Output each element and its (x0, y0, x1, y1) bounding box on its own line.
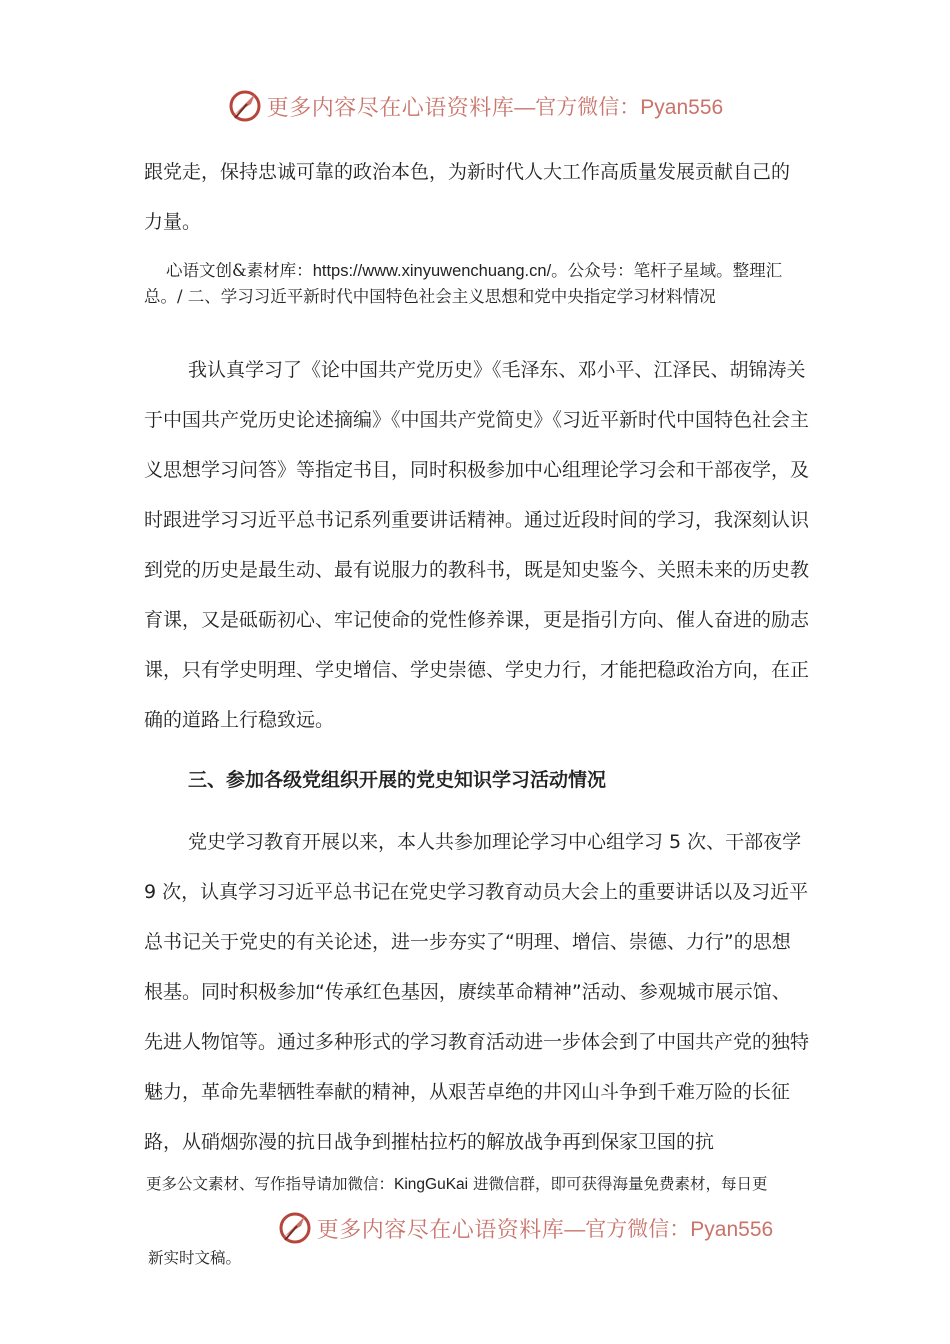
footer-banner-wechat: —官方微信：Pyan556 (564, 1218, 774, 1241)
quill-logo-icon (227, 88, 263, 124)
footer-banner-site-name: 更多内容尽在心语资料库 (316, 1217, 565, 1243)
banner-site-name: 更多内容尽在心语资料库 (266, 95, 515, 121)
paragraph-3 (144, 817, 809, 1167)
note-rest: 。公众号：笔杆子星域。整理汇总。/ 二、学习习近平新时代中国特色社会主义思想和党中央指定学习材料情况 (144, 261, 783, 306)
banner-wechat: —官方微信：Pyan556 (514, 96, 724, 119)
footer-note-line-1 (146, 1172, 816, 1194)
footer-text-2: 进微信群，即可获得海量免费素材，每日更 (468, 1175, 768, 1193)
paragraph-1-line-1: 跟党走，保持忠诚可靠的政治本色，为新时代人大工作高质量发展贡献自己的 (144, 161, 791, 183)
section-3-heading: 三、参加各级党组织开展的党史知识学习活动情况 (188, 769, 607, 791)
footer-banner (50, 1206, 950, 1250)
paragraph-3-text: 党史学习教育开展以来，本人共参加理论学习中心组学习 5 次、干部夜学 9 次，认真学习习近平总书记在党史学习教育动员大会上的重要讲话以及习近平总书记关于党史的有关论述，进一步夯实了“明理、增信、崇德、力行”的思想根基。同时积极参加“传承红色基因，赓续革命精神”活动、参观城市展示馆、先进人物馆等。通过多种形式的学习教育活动进一步体会到了中国共产党的独特魅力，革命先辈牺牲奉献的精神，从艰苦卓绝的井冈山斗争到千难万险的长征路，从硝烟弥漫的抗日战争到摧枯拉朽的解放战争再到保家卫国的抗 (144, 831, 810, 1153)
footer-note-line-2: 新实时文稿。 (148, 1249, 242, 1267)
quill-logo-icon (277, 1210, 313, 1246)
paragraph-1-line-2: 力量。 (144, 211, 202, 233)
source-note (144, 258, 814, 309)
header-banner (0, 84, 950, 128)
footer-wechat-id: KingGuKai (394, 1176, 469, 1193)
paragraph-2-text: 我认真学习了《论中国共产党历史》《毛泽东、邓小平、江泽民、胡锦涛关于中国共产党历史论述摘编》《中国共产党简史》《习近平新时代中国特色社会主义思想学习问答》等指定书目，同时积极参加中心组理论学习会和干部夜学，及时跟进学习习近平总书记系列重要讲话精神。通过近段时间的学习，我深刻认识到党的历史是最生动、最有说服力的教科书，既是知史鉴今、关照未来的历史教育课，又是砥砺初心、牢记使命的党性修养课，更是指引方向、催人奋进的励志课，只有学史明理、学史增信、学史崇德、学史力行，才能把稳政治方向，在正确的道路上行稳致远。 (144, 359, 810, 731)
footer-text-1: 更多公文素材、写作指导请加微信： (146, 1175, 395, 1193)
paragraph-2 (144, 345, 809, 745)
paragraph-1 (144, 147, 809, 247)
note-label: 心语文创&素材库： (166, 261, 313, 280)
note-url: https://www.xinyuwenchuang.cn/ (312, 262, 552, 280)
